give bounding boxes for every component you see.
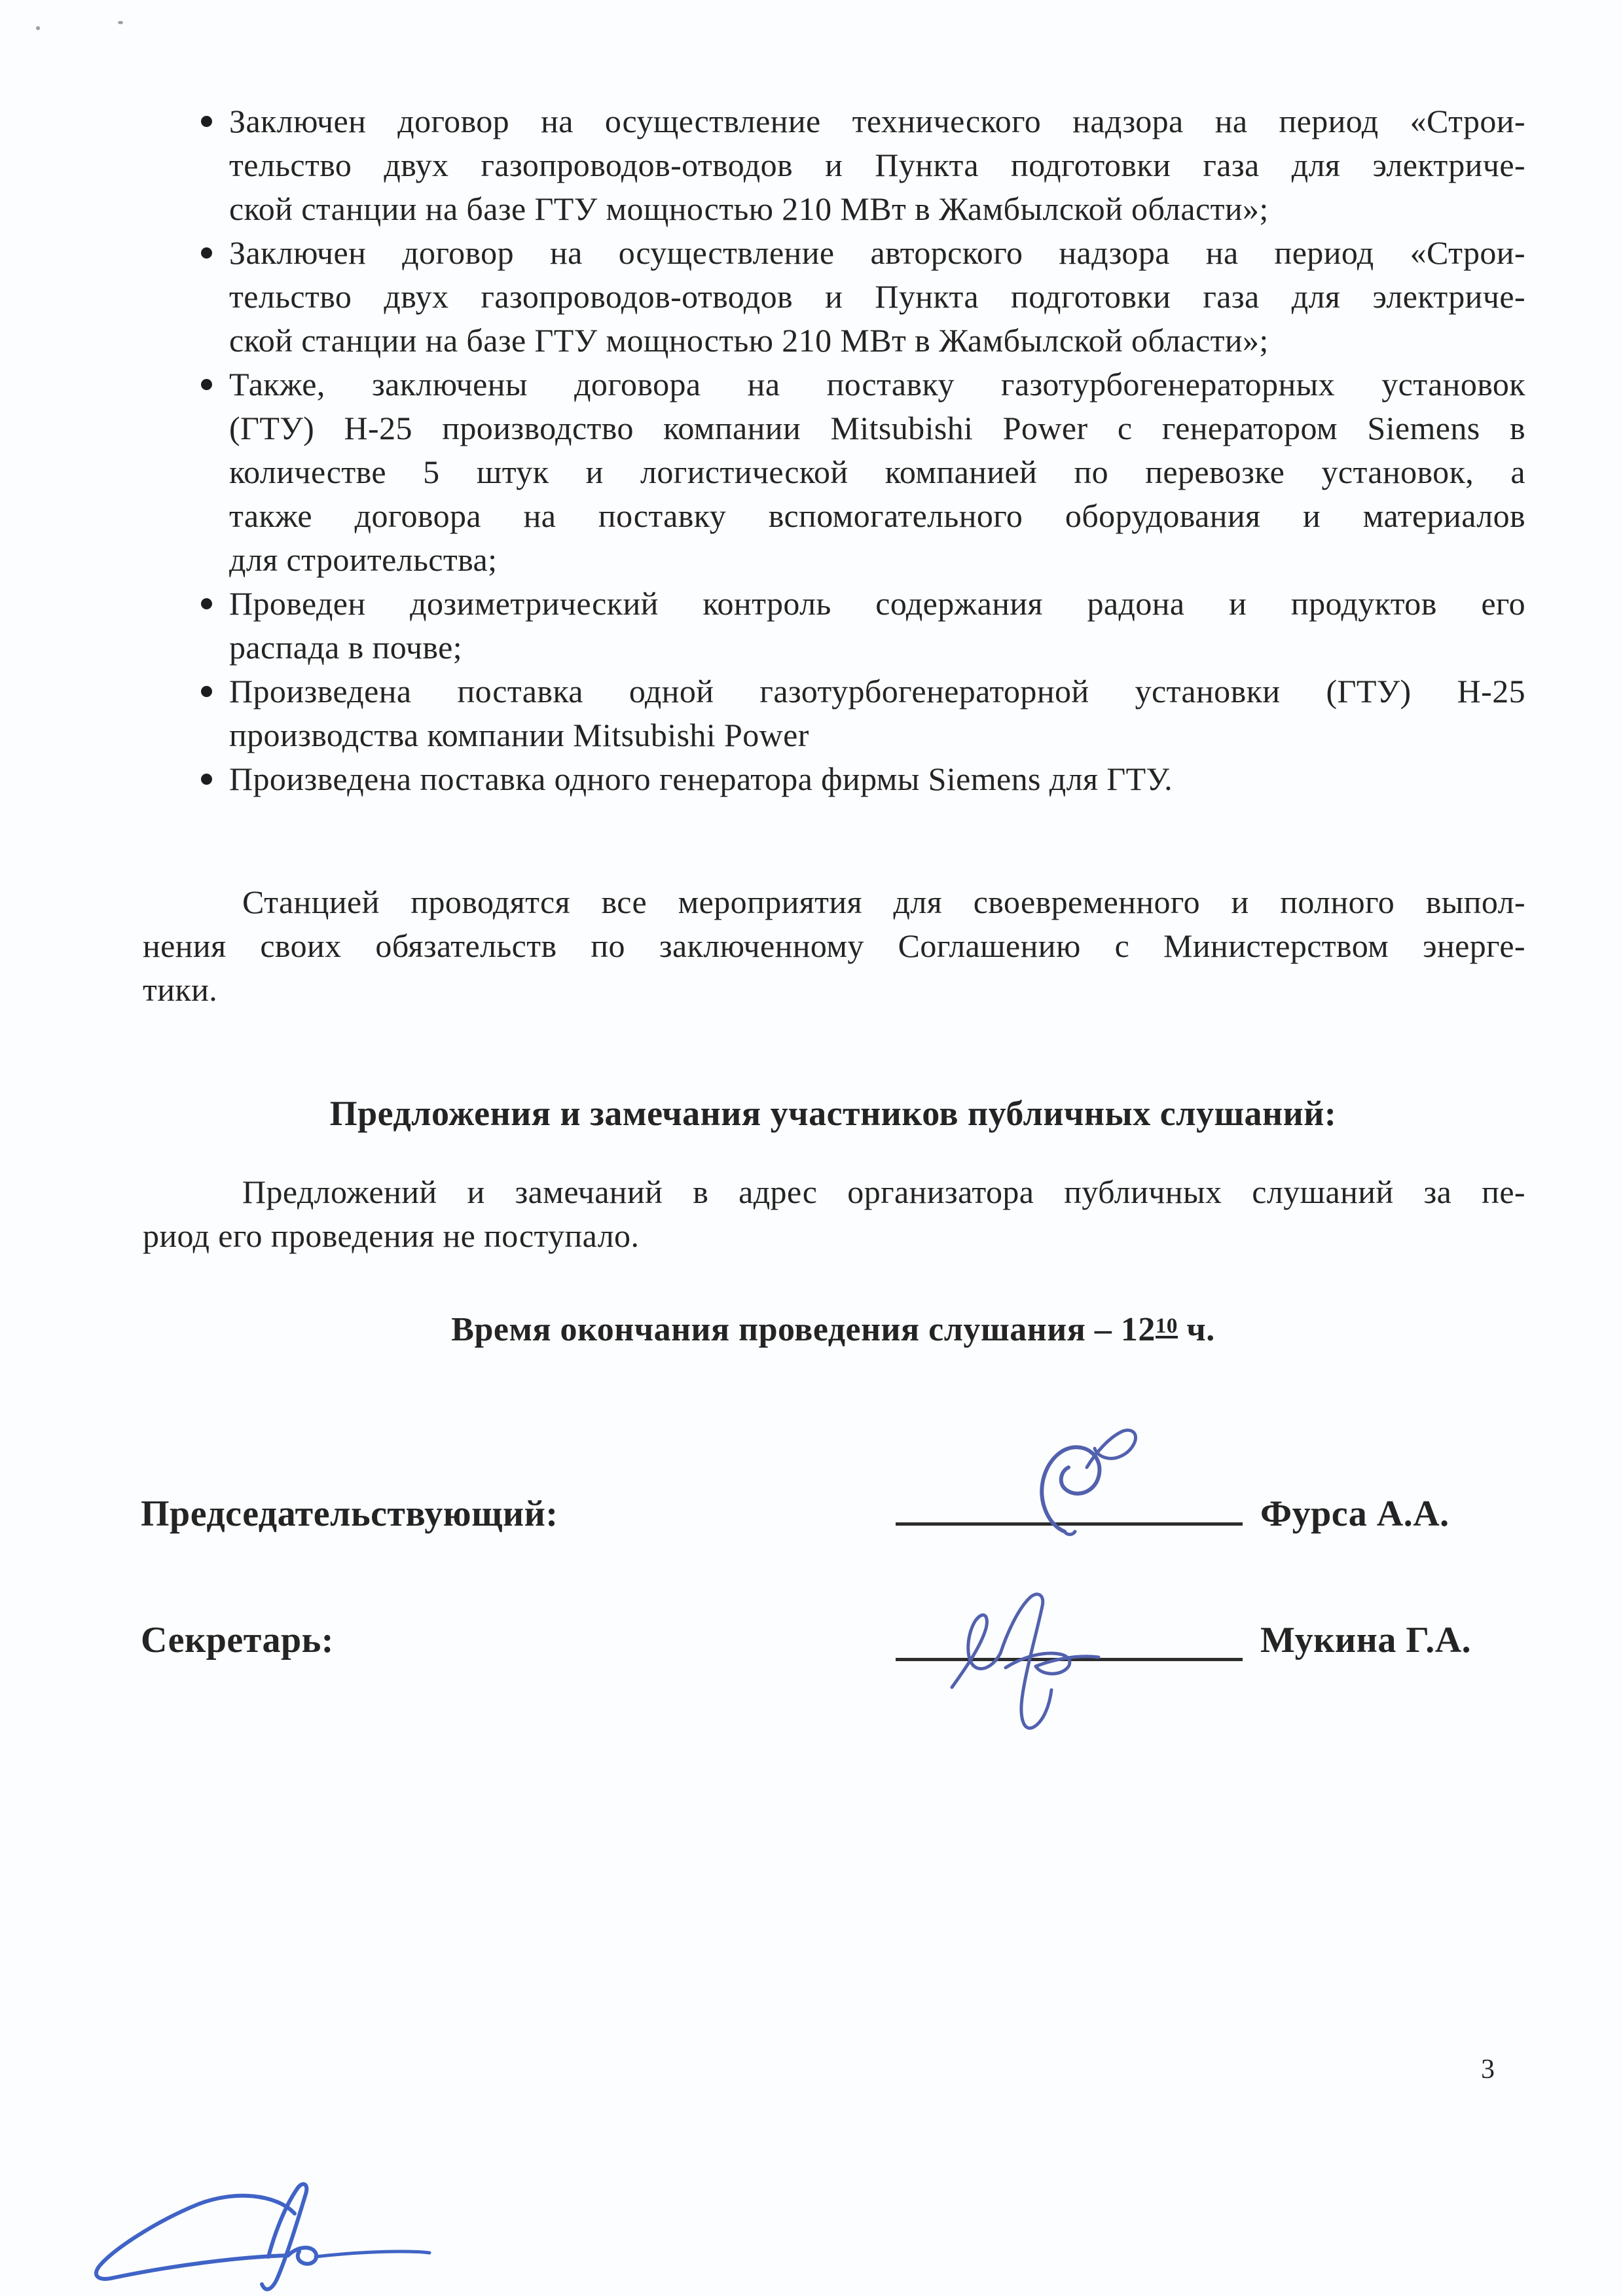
- signature-label: Председательствующий:: [141, 1494, 558, 1534]
- text-line: тельство двух газопроводов-отводов и Пункта подготовки газа для электриче-: [229, 147, 1525, 183]
- list-item: [141, 231, 1525, 363]
- bullet-icon: [201, 598, 212, 609]
- closing-time-superscript: 10: [1155, 1314, 1178, 1338]
- closing-time-unit: ч.: [1177, 1311, 1215, 1348]
- text-line: Проведен дозиметрический контроль содержания радона и продуктов его: [229, 585, 1525, 622]
- text-line: тики.: [143, 971, 218, 1008]
- scan-speck: [36, 26, 40, 30]
- bullet-icon: [201, 774, 212, 785]
- signature-name: Фурса А.А.: [1260, 1494, 1450, 1534]
- text-line: Произведена поставка одного генератора фирмы Siemens для ГТУ.: [229, 761, 1173, 797]
- text-line: риод его проведения не поступало.: [143, 1217, 640, 1254]
- list-item: [141, 757, 1525, 801]
- bullet-list: [141, 99, 1525, 801]
- list-item: [141, 670, 1525, 757]
- text-line: ской станции на базе ГТУ мощностью 210 МВт в Жамбылской области»;: [229, 322, 1269, 359]
- text-line: Также, заключены договора на поставку газотурбогенераторных установок: [229, 366, 1525, 403]
- text-line: Заключен договор на осуществление технического надзора на период «Строи-: [229, 103, 1525, 139]
- text-line: производства компании Mitsubishi Power: [229, 717, 809, 753]
- text-line: для строительства;: [229, 541, 498, 578]
- body-paragraph: [143, 880, 1525, 1012]
- text-line: ской станции на базе ГТУ мощностью 210 МВт в Жамбылской области»;: [229, 190, 1269, 227]
- body-paragraph: [143, 1170, 1525, 1258]
- chairman-signature-ink: [1021, 1427, 1172, 1538]
- page-number: 3: [1481, 2054, 1495, 2085]
- bullet-icon: [201, 686, 212, 697]
- bullet-icon: [201, 379, 212, 390]
- text-line: Предложений и замечаний в адрес организатора публичных слушаний за пе-: [242, 1174, 1525, 1210]
- bullet-icon: [201, 247, 212, 259]
- text-line: распада в почве;: [229, 629, 462, 666]
- bullet-icon: [201, 116, 212, 127]
- section-heading: Предложения и замечания участников публичных слушаний:: [329, 1094, 1337, 1133]
- text-line: Заключен договор на осуществление авторского надзора на период «Строи-: [229, 234, 1525, 271]
- list-item: [141, 99, 1525, 231]
- text-line: количестве 5 штук и логистической компанией по перевозке установок, а: [229, 454, 1525, 490]
- text-line: Станцией проводятся все мероприятия для своевременного и полного выпол-: [242, 884, 1525, 920]
- text-line: Произведена поставка одной газотурбогенераторной установки (ГТУ) Н-25: [229, 673, 1525, 709]
- list-item: [141, 363, 1525, 582]
- closing-time-text: Время окончания проведения слушания – 12: [451, 1311, 1156, 1348]
- signature-label: Секретарь:: [141, 1620, 334, 1660]
- secretary-signature-ink: [943, 1590, 1139, 1754]
- footer-signature-ink: [72, 2179, 439, 2296]
- text-line: тельство двух газопроводов-отводов и Пункта подготовки газа для электриче-: [229, 278, 1525, 315]
- closing-time-heading: [141, 1308, 1525, 1352]
- scan-speck: [118, 21, 123, 24]
- text-line: (ГТУ) Н-25 производство компании Mitsubishi Power с генератором Siemens в: [229, 410, 1525, 446]
- text-line: нения своих обязательств по заключенному Соглашению с Министерством энерге-: [143, 927, 1525, 964]
- signature-name: Мукина Г.А.: [1260, 1620, 1472, 1660]
- list-item: [141, 582, 1525, 670]
- text-line: также договора на поставку вспомогательного оборудования и материалов: [229, 497, 1525, 534]
